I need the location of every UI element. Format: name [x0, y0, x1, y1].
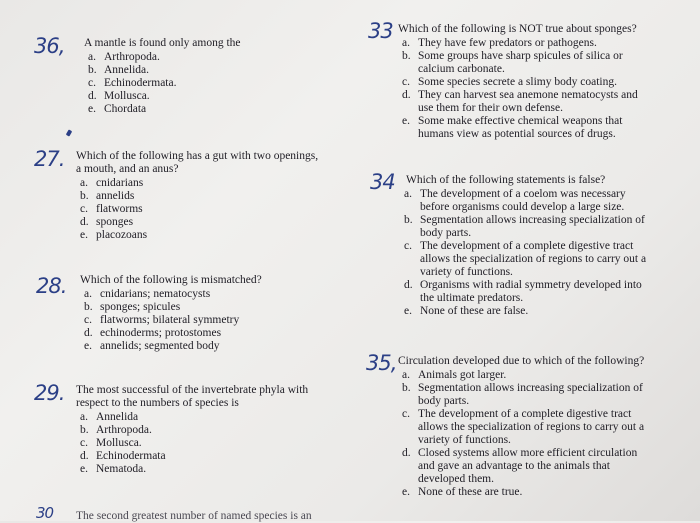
option-b: b. Segmentation allows increasing specialization of body parts. — [404, 214, 645, 239]
question-34 — [370, 170, 647, 318]
option-b: b. Annelida. — [88, 64, 150, 76]
option-c: c. Some species secrete a slimy body coating. — [402, 76, 617, 88]
option-c: c. Mollusca. — [80, 437, 142, 449]
option-b: b. Some groups have sharp spicules of silica or calcium carbonate. — [402, 50, 623, 75]
option-e: e. None of these are true. — [402, 486, 523, 498]
options-list — [400, 188, 646, 318]
option-c: c. The development of a complete digestive tract allows the specialization of regions to carry out a variety of functions. — [404, 240, 647, 278]
question-28 — [36, 274, 262, 353]
handwritten-number: 34 — [370, 170, 395, 194]
option-e: e. Nematoda. — [80, 463, 147, 475]
option-c: c. flatworms; bilateral symmetry — [84, 314, 240, 326]
handwritten-number: 33 — [368, 19, 393, 43]
option-d: d. echinoderms; protostomes — [84, 327, 222, 339]
option-d: d. Organisms with radial symmetry developed into the ultimate predators. — [404, 279, 642, 304]
options-list — [76, 411, 308, 476]
question-30 — [36, 504, 312, 523]
handwritten-number: 36, — [34, 34, 65, 58]
option-d: d. Closed systems allow more efficient circulation and gave an advantage to the animals that developed them. — [402, 447, 638, 485]
option-a: a. Animals got larger. — [402, 369, 507, 381]
option-b: b. Segmentation allows increasing specialization of body parts. — [402, 382, 643, 407]
handwritten-number: 27. — [34, 147, 65, 171]
question-36 — [34, 34, 241, 116]
option-d: d. They can harvest sea anemone nematocysts and use them for their own defense. — [402, 89, 638, 114]
option-a: a. cnidarians; nematocysts — [84, 288, 211, 300]
option-b: b. Arthropoda. — [80, 424, 152, 436]
option-c: c. The development of a complete digestive tract allows the specialization of regions to carry out a variety of functions. — [402, 408, 645, 446]
handwritten-number: 35, — [366, 351, 397, 375]
option-a: a. Annelida — [80, 411, 139, 423]
question-stem: Which of the following statements is false? — [406, 174, 606, 186]
option-a: a. They have few predators or pathogens. — [402, 37, 597, 49]
option-c: c. Echinodermata. — [88, 77, 177, 89]
handwritten-number: 30 — [36, 504, 54, 522]
question-27 — [34, 147, 319, 242]
question-33 — [368, 19, 638, 141]
question-35 — [366, 351, 645, 499]
options-list — [80, 288, 262, 353]
question-stem: A mantle is found only among the — [84, 37, 241, 49]
options-list — [76, 177, 318, 242]
pen-mark — [66, 129, 72, 136]
question-stem: Circulation developed due to which of the following? — [398, 355, 645, 367]
question-stem: Which of the following has a gut with two openings, a mouth, and an anus? — [76, 150, 319, 175]
option-e: e. Chordata — [88, 103, 147, 115]
option-e: e. annelids; segmented body — [84, 340, 220, 352]
handwritten-number: 29. — [34, 381, 65, 405]
question-stem: The most successful of the invertebrate phyla with respect to the numbers of species is — [76, 384, 309, 409]
option-a: a. cnidarians — [80, 177, 144, 189]
option-b: b. annelids — [80, 190, 135, 202]
option-a: a. The development of a coelom was necessary before organisms could develop a large size. — [404, 188, 626, 213]
handwritten-number: 28. — [36, 274, 67, 298]
options-list — [398, 369, 644, 499]
question-stem: The second greatest number of named species is an — [76, 510, 312, 522]
option-d: d. sponges — [80, 216, 134, 228]
options-list — [84, 51, 241, 116]
option-e: e. placozoans — [80, 229, 148, 241]
question-29 — [34, 381, 309, 476]
question-stem: Which of the following is NOT true about sponges? — [398, 23, 637, 35]
option-d: d. Mollusca. — [88, 90, 150, 102]
option-d: d. Echinodermata — [80, 450, 166, 462]
options-list — [398, 37, 638, 141]
option-a: a. Arthropoda. — [88, 51, 160, 63]
option-c: c. flatworms — [80, 203, 143, 215]
option-b: b. sponges; spicules — [84, 301, 181, 313]
option-e: e. Some make effective chemical weapons that humans view as potential sources of drugs. — [402, 115, 623, 140]
option-e: e. None of these are false. — [404, 305, 529, 317]
question-stem: Which of the following is mismatched? — [80, 274, 262, 286]
